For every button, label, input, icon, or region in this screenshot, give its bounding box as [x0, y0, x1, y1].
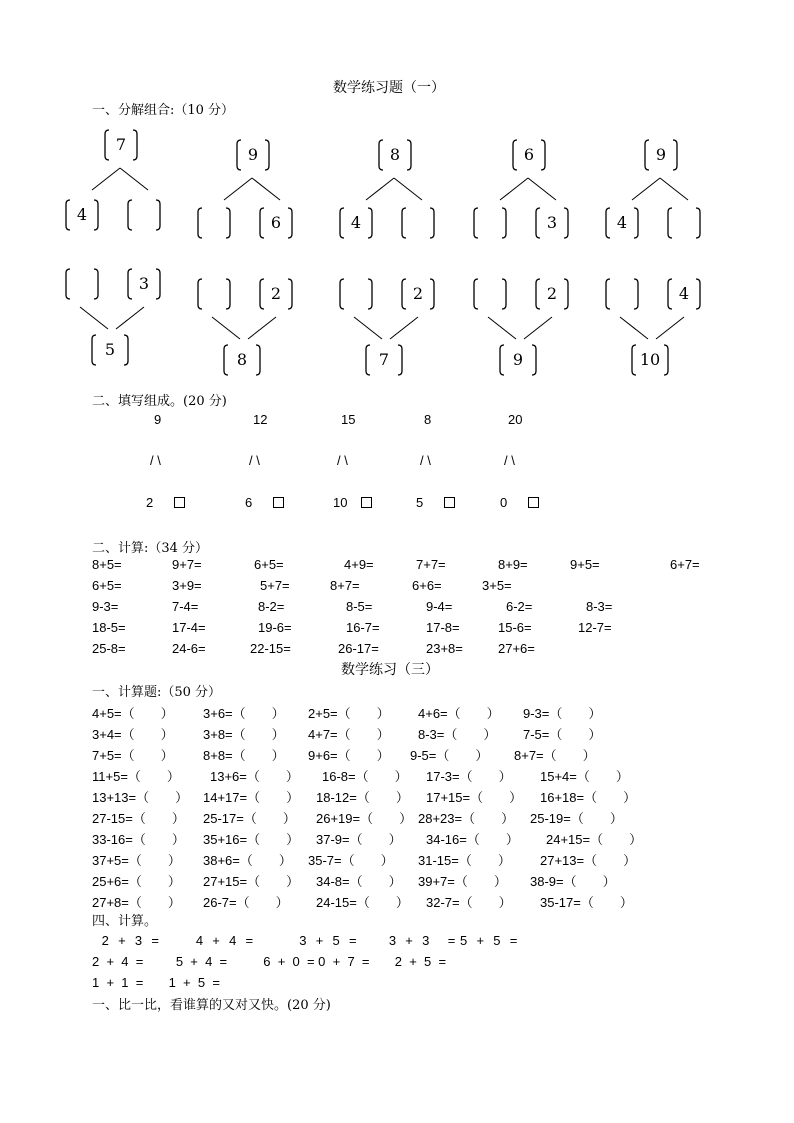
calc-item-with-answer[interactable]: 34-8=（ ）: [316, 874, 402, 889]
calc-item-with-answer[interactable]: 13+13=（ ）: [92, 790, 189, 805]
calc-item-with-answer[interactable]: 35-7=（ ）: [308, 853, 394, 868]
section6-heading: 一、比一比，看谁算的又对又快。(20 分): [92, 998, 331, 1013]
bracket-number: 6: [523, 145, 535, 164]
split-slash: / \: [337, 453, 348, 468]
calc-item: 22-15=: [250, 641, 291, 656]
bracket-number: 2: [546, 284, 558, 303]
calc-item: 19-6=: [258, 620, 292, 635]
bracket-number: 3: [138, 274, 150, 293]
calc-item: 8-3=: [586, 599, 613, 614]
connector-line: [620, 317, 650, 341]
left-number-box: [604, 206, 640, 240]
left-number-box: [472, 277, 508, 311]
calc-item-with-answer[interactable]: 3+4=（ ）: [92, 727, 174, 742]
calc-item: 8+7=: [330, 578, 360, 593]
left-number-box: [604, 277, 640, 311]
connector-line: [252, 178, 282, 202]
top-number-box: [643, 138, 679, 172]
bracket-number: 8: [236, 350, 248, 369]
whole-number: 15: [341, 412, 356, 427]
left-number-box: [338, 206, 374, 240]
right-number-box: [258, 206, 294, 240]
calc-item-with-answer[interactable]: 9+6=（ ）: [308, 748, 390, 763]
calc-item-with-answer[interactable]: 3+8=（ ）: [203, 727, 285, 742]
calc-item: 27+6=: [498, 641, 535, 656]
right-number-box: [666, 277, 702, 311]
calc-item-with-answer[interactable]: 7+5=（ ）: [92, 748, 174, 763]
calc-item-with-answer[interactable]: 11+5=（ ）: [92, 769, 180, 784]
bracket-number: 9: [512, 350, 524, 369]
calc-row: [0, 703, 794, 723]
calc-item: 23+8=: [426, 641, 463, 656]
calc-item-with-answer[interactable]: 16+18=（ ）: [540, 790, 637, 805]
calc-item: 4+9=: [344, 557, 374, 572]
calc-item: 9+7=: [172, 557, 202, 572]
connector-line: [366, 178, 396, 202]
calc-item-with-answer[interactable]: 14+17=（ ）: [203, 790, 300, 805]
whole-number: 9: [154, 412, 162, 427]
calc-item-with-answer[interactable]: 16-8=（ ）: [322, 769, 408, 784]
section4-heading: 一、计算题:（50 分）: [92, 685, 222, 700]
right-number-box: [666, 206, 702, 240]
calc-item: 9-4=: [426, 599, 453, 614]
calc-row: [0, 745, 794, 765]
calc-item: 8+9=: [498, 557, 528, 572]
calc-item-with-answer[interactable]: 27+8=（ ）: [92, 895, 181, 910]
calc-item-with-answer[interactable]: 26+19=（ ）: [316, 811, 413, 826]
connector-line: [524, 317, 554, 341]
connector-line: [632, 178, 662, 202]
page-title: 数学练习题（一）: [333, 80, 445, 96]
connector-line: [80, 307, 110, 331]
right-number-box: [400, 206, 436, 240]
calc-row: [0, 557, 794, 577]
calc-item-with-answer[interactable]: 8+8=（ ）: [203, 748, 285, 763]
calc-item: 6+6=: [412, 578, 442, 593]
top-number-box: [377, 138, 413, 172]
top-number-box: [103, 128, 139, 162]
calc-item-with-answer[interactable]: 27+15=（ ）: [203, 874, 300, 889]
calc-item: 9-3=: [92, 599, 119, 614]
connector-line: [354, 317, 384, 341]
calc-item: 16-7=: [346, 620, 380, 635]
bottom-number-box: [222, 343, 262, 377]
calc-item-with-answer[interactable]: 17-3=（ ）: [426, 769, 512, 784]
calc-item: 8-5=: [346, 599, 373, 614]
part-number: 10: [333, 495, 348, 510]
bracket-number: 4: [616, 213, 628, 232]
bracket-number: 2: [270, 284, 282, 303]
calc-item-with-answer[interactable]: 25+6=（ ）: [92, 874, 181, 889]
whole-number: 8: [424, 412, 432, 427]
calc-item-with-answer[interactable]: 8+7=（ ）: [514, 748, 596, 763]
right-number-box: [126, 198, 162, 232]
calc-item: 18-5=: [92, 620, 126, 635]
calc-row: [0, 829, 794, 849]
calc-item-with-answer[interactable]: 35-17=（ ）: [540, 895, 633, 910]
calc-row: [0, 578, 794, 598]
calc-item-with-answer[interactable]: 37+5=（ ）: [92, 853, 181, 868]
connector-line: [390, 317, 420, 341]
calc-item-with-answer[interactable]: 24+15=（ ）: [546, 832, 643, 847]
right-number-box: [126, 267, 162, 301]
calc-item: 7-4=: [172, 599, 199, 614]
bracket-number: 9: [247, 145, 259, 164]
calc-item: 17-4=: [172, 620, 206, 635]
connector-line: [500, 178, 530, 202]
calc-row: [0, 808, 794, 828]
calc-item: 7+7=: [416, 557, 446, 572]
calc-item-with-answer[interactable]: 39+7=（ ）: [418, 874, 507, 889]
calc-item-with-answer[interactable]: 25-19=（ ）: [530, 811, 623, 826]
bottom-number-box: [90, 333, 130, 367]
calc-item-with-answer[interactable]: 13+6=（ ）: [210, 769, 299, 784]
calc-item-with-answer[interactable]: 32-7=（ ）: [426, 895, 512, 910]
bracket-number: 5: [104, 340, 116, 359]
bracket-number: 7: [378, 350, 390, 369]
calc-item: 3+9=: [172, 578, 202, 593]
calc-item-with-answer[interactable]: 7-5=（ ）: [523, 727, 602, 742]
split-slash: / \: [420, 453, 431, 468]
whole-number: 12: [253, 412, 268, 427]
bracket-number: 4: [678, 284, 690, 303]
bottom-number-box: [364, 343, 404, 377]
whole-number: 20: [508, 412, 523, 427]
calc-row: [0, 641, 794, 661]
connector-line: [660, 178, 690, 202]
bracket-number: 4: [76, 205, 88, 224]
connector-line: [394, 178, 424, 202]
calc-item: 8+5=: [92, 557, 122, 572]
bracket-number: 7: [115, 135, 127, 154]
calc-item-with-answer[interactable]: 31-15=（ ）: [418, 853, 511, 868]
connector-line: [224, 178, 254, 202]
calc-item-with-answer[interactable]: 27-15=（ ）: [92, 811, 185, 826]
top-number-box: [235, 138, 271, 172]
calc-row: [0, 724, 794, 744]
calc-item: 3+5=: [482, 578, 512, 593]
bracket-number: 3: [546, 213, 558, 232]
calc-item: 26-17=: [338, 641, 379, 656]
split-slash: / \: [249, 453, 260, 468]
part-number: 6: [245, 495, 253, 510]
calc-item-with-answer[interactable]: 38+6=（ ）: [203, 853, 292, 868]
calc-row: [0, 850, 794, 870]
left-number-box: [338, 277, 374, 311]
calc-item-with-answer[interactable]: 33-16=（ ）: [92, 832, 185, 847]
calc-item: 24-6=: [172, 641, 206, 656]
calc-item-with-answer[interactable]: 25-17=（ ）: [203, 811, 296, 826]
calc-item-with-answer[interactable]: 4+5=（ ）: [92, 706, 174, 721]
top-number-box: [511, 138, 547, 172]
left-number-box: [196, 206, 232, 240]
calc-item-with-answer[interactable]: 24-15=（ ）: [316, 895, 409, 910]
connector-line: [92, 168, 122, 192]
answer-box[interactable]: [528, 497, 539, 508]
bracket-number: 6: [270, 213, 282, 232]
bottom-number-box: [630, 343, 670, 377]
bottom-number-box: [498, 343, 538, 377]
calc-line-3: 1 + 1 = 1 + 5 =: [92, 975, 220, 990]
left-number-box: [472, 206, 508, 240]
calc-line-2: 2 + 4 = 5 + 4 = 6 + 0 = 0 + 7 = 2 + 5 =: [92, 954, 447, 969]
right-number-box: [258, 277, 294, 311]
calc-item-with-answer[interactable]: 18-12=（ ）: [316, 790, 409, 805]
calc-row: [0, 766, 794, 786]
connector-line: [116, 307, 146, 331]
split-slash: / \: [150, 453, 161, 468]
calc-item: 6+7=: [670, 557, 700, 572]
part-number: 2: [146, 495, 154, 510]
calc-item-with-answer[interactable]: 9-5=（ ）: [410, 748, 489, 763]
calc-item-with-answer[interactable]: 38-9=（ ）: [530, 874, 616, 889]
connector-line: [656, 317, 686, 341]
calc-item: 25-8=: [92, 641, 126, 656]
calc-line-1: 2 + 3 = 4 + 4 = 3 + 5 = 3 + 3 = 5 + 5 =: [97, 933, 518, 948]
answer-box[interactable]: [273, 497, 284, 508]
connector-line: [528, 178, 558, 202]
calc-item-with-answer[interactable]: 9-3=（ ）: [523, 706, 602, 721]
calc-row: [0, 620, 794, 640]
calc-item: 8-2=: [258, 599, 285, 614]
calc-item-with-answer[interactable]: 15+4=（ ）: [540, 769, 629, 784]
calc-item: 9+5=: [570, 557, 600, 572]
calc-item-with-answer[interactable]: 4+7=（ ）: [308, 727, 390, 742]
calc-item: 12-7=: [578, 620, 612, 635]
calc-item-with-answer[interactable]: 28+23=（ ）: [418, 811, 515, 826]
calc-item: 6-2=: [506, 599, 533, 614]
calc-item-with-answer[interactable]: 34-16=（ ）: [426, 832, 519, 847]
right-number-box: [534, 277, 570, 311]
calc-item: 6+5=: [254, 557, 284, 572]
section5-heading: 四、计算。: [92, 914, 158, 929]
connector-line: [248, 317, 278, 341]
calc-item: 17-8=: [426, 620, 460, 635]
part-number: 0: [500, 495, 508, 510]
section1-heading: 一、分解组合:（10 分）: [92, 103, 235, 118]
calc-item-with-answer[interactable]: 3+6=（ ）: [203, 706, 285, 721]
calc-row: [0, 599, 794, 619]
answer-box[interactable]: [361, 497, 372, 508]
calc-item-with-answer[interactable]: 37-9=（ ）: [316, 832, 402, 847]
calc-item: 6+5=: [92, 578, 122, 593]
calc-row: [0, 787, 794, 807]
bracket-number: 9: [655, 145, 667, 164]
section3-heading: 二、计算:（34 分）: [92, 541, 209, 556]
left-number-box: [64, 198, 100, 232]
split-slash: / \: [504, 453, 515, 468]
connector-line: [488, 317, 518, 341]
bracket-number: 10: [639, 350, 661, 369]
answer-box[interactable]: [174, 497, 185, 508]
right-number-box: [400, 277, 436, 311]
calc-item-with-answer[interactable]: 26-7=（ ）: [203, 895, 289, 910]
bracket-number: 8: [389, 145, 401, 164]
bracket-number: 4: [350, 213, 362, 232]
section2-heading: 二、填写组成。(20 分): [92, 394, 227, 409]
calc-item: 15-6=: [498, 620, 532, 635]
calc-item-with-answer[interactable]: 4+6=（ ）: [418, 706, 500, 721]
connector-line: [120, 168, 150, 192]
calc-item-with-answer[interactable]: 17+15=（ ）: [426, 790, 523, 805]
right-number-box: [534, 206, 570, 240]
calc-item-with-answer[interactable]: 27+13=（ ）: [540, 853, 637, 868]
calc-row: [0, 871, 794, 891]
answer-box[interactable]: [444, 497, 455, 508]
connector-line: [212, 317, 242, 341]
left-number-box: [196, 277, 232, 311]
calc-item: 5+7=: [260, 578, 290, 593]
calc-row: [0, 892, 794, 912]
bracket-number: 2: [412, 284, 424, 303]
calc-item-with-answer[interactable]: 35+16=（ ）: [203, 832, 300, 847]
part-number: 5: [416, 495, 424, 510]
calc-item-with-answer[interactable]: 2+5=（ ）: [308, 706, 390, 721]
calc-item-with-answer[interactable]: 8-3=（ ）: [418, 727, 497, 742]
page-title-2: 数学练习（三）: [341, 662, 439, 678]
left-number-box: [64, 267, 100, 301]
